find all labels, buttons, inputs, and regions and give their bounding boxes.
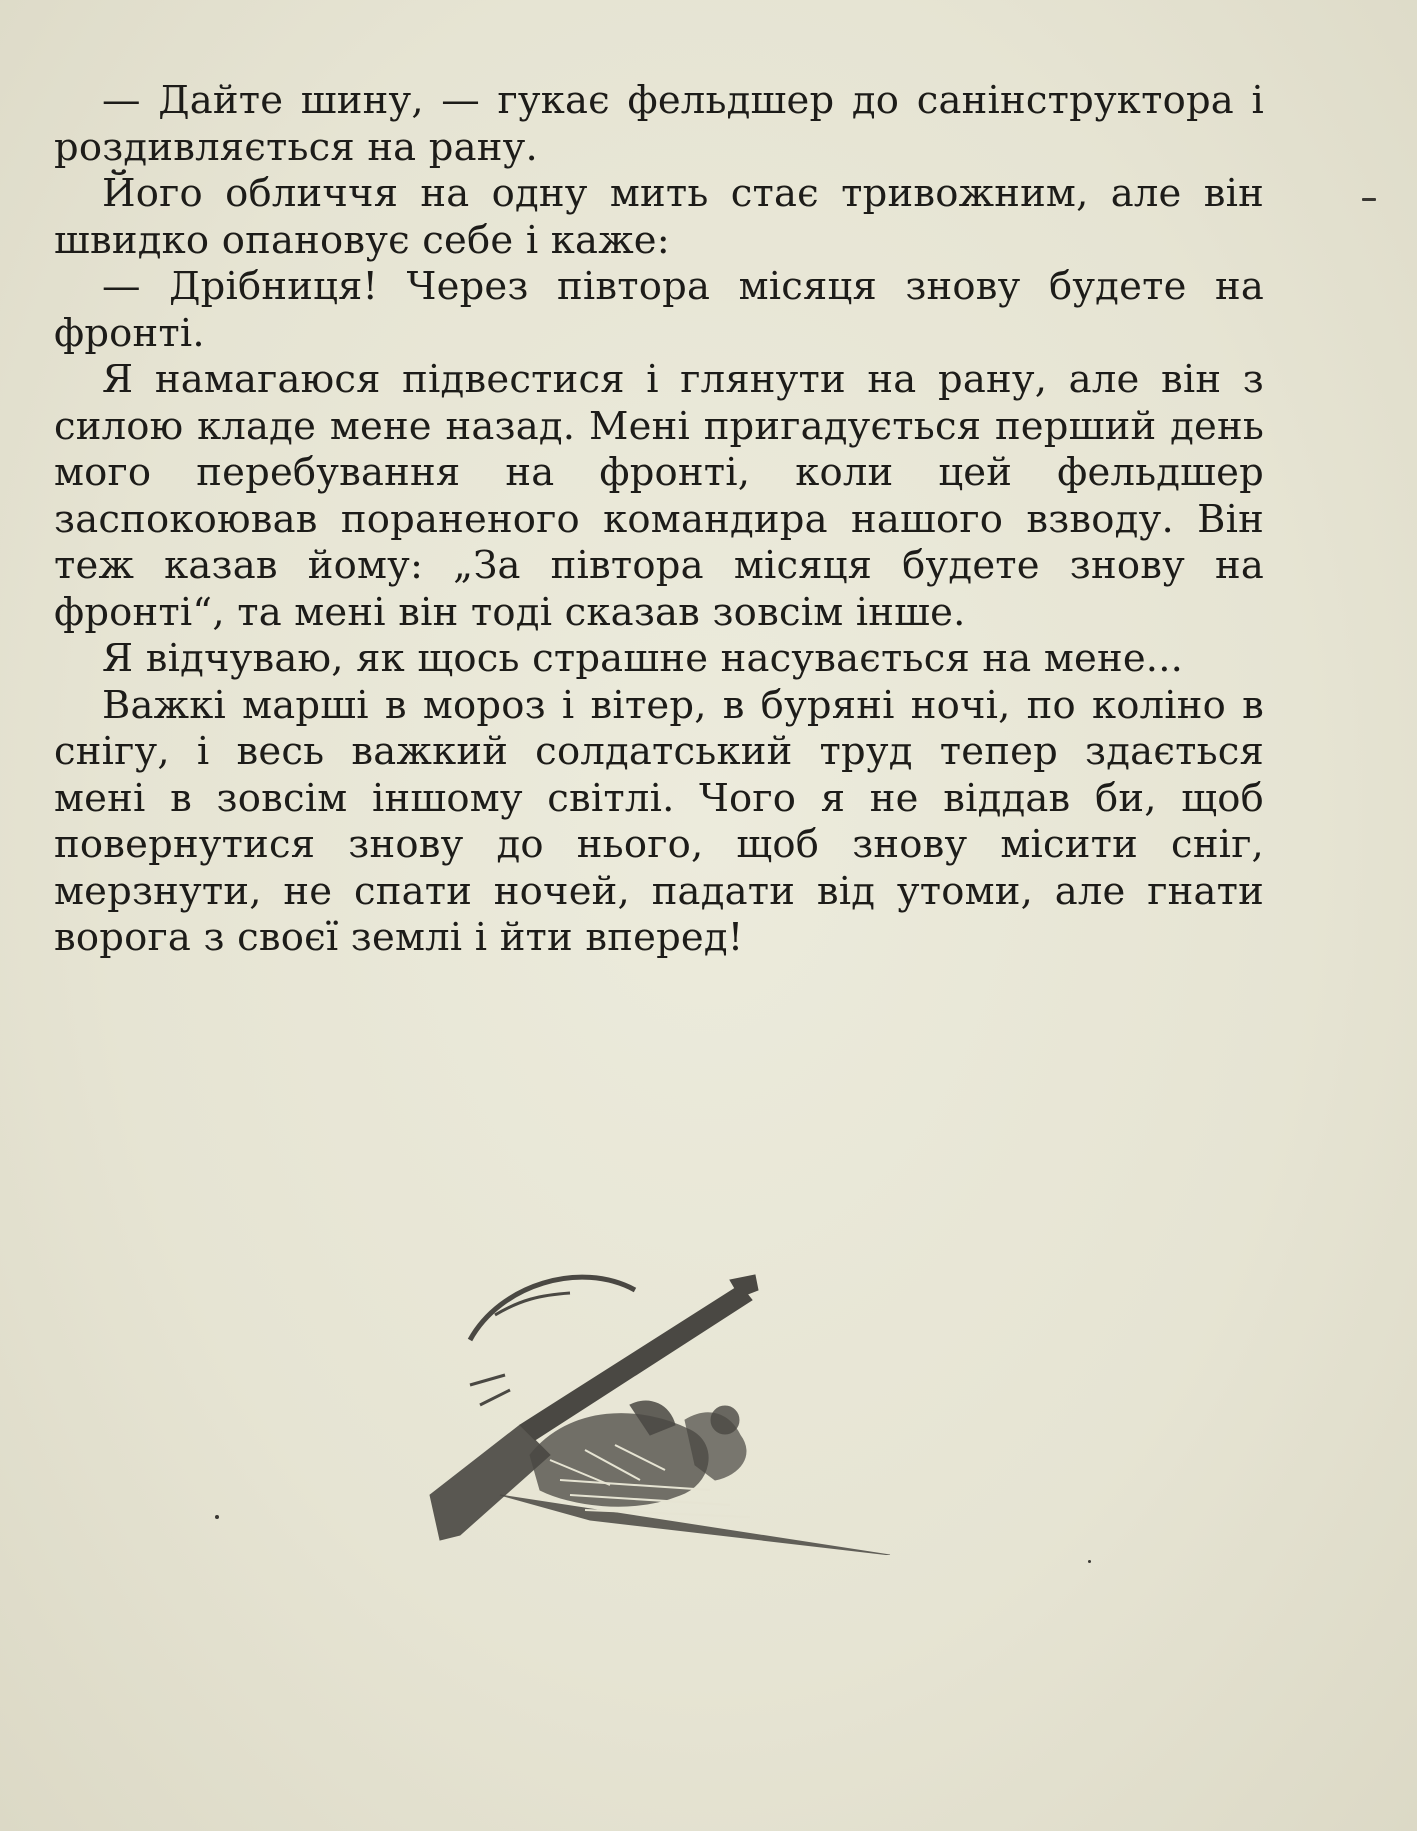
page-text <box>54 78 1264 962</box>
soldier-with-rifle-illustration <box>410 1255 940 1555</box>
paragraph-2: Його обличчя на одну мить стає тривожним, але він швидко опановує себе і каже: <box>54 171 1264 263</box>
margin-mark <box>1362 198 1376 201</box>
paragraph-3: — Дрібниця! Через півтора місяця знову будете на фронті. <box>54 264 1264 356</box>
margin-mark <box>1088 1560 1091 1563</box>
paragraph-4: Я намагаюся підвестися і глянути на рану, але він з силою кладе мене назад. Мені пригадується перший день мого перебування на фронті, коли цей фельдшер заспокоював пораненого командира нашого взводу. Він теж казав йому: „За півтора місяця будете знову на фронті“, та мені він тоді сказав зовсім інше. <box>54 357 1264 635</box>
paragraph-5: Я відчуваю, як щось страшне насувається на мене... <box>102 636 1184 681</box>
paragraph-1: — Дайте шину, — гукає фельдшер до санінструктора і роздивляється на рану. <box>54 78 1264 170</box>
paragraph-6: Важкі марші в мороз і вітер, в буряні ночі, по коліно в снігу, і весь важкий солдатський труд тепер здається мені в зовсім іншому світлі. Чого я не віддав би, щоб повернутися знову до нього, щоб знову місити сніг, мерзнути, не спати ночей, падати від утоми, але гнати ворога з своєї землі і йти вперед! <box>54 682 1264 960</box>
margin-mark <box>215 1515 219 1519</box>
